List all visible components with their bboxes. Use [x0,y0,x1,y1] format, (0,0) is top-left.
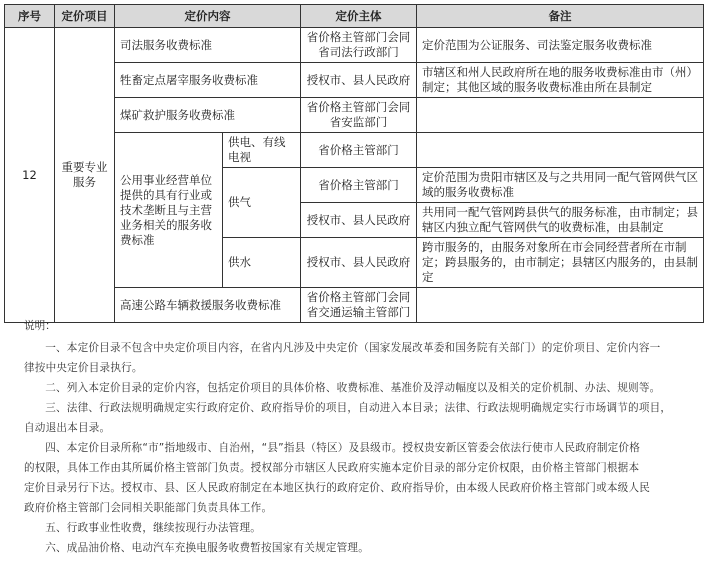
notes-title: 说明： [24,320,56,332]
item-cell: 重要专业服务 [55,28,115,323]
note-paragraph: 二、列入本定价目录的定价内容，包括定价项目的具体价格、收费标准、基准价及浮动幅度以及相关的定价机制、办法、规则等。 [45,382,661,394]
subject-cell: 授权市、县人民政府 [301,238,417,288]
content-cell: 煤矿救护服务收费标准 [115,98,301,133]
content-cell: 牲畜定点屠宰服务收费标准 [115,63,301,98]
subject-cell: 授权市、县人民政府 [301,203,417,238]
pricing-table [4,4,704,323]
note-paragraph: 自动退出本目录。 [24,422,111,434]
header-seq: 序号 [5,5,55,28]
sub-content-cell: 供电、有线电视 [223,133,301,168]
seq-cell: 12 [5,28,55,323]
note-paragraph: 的权限，具体工作由其所属价格主管部门负责。授权部分市辖区人民政府实施本定价目录的部分定价权限，由价格主管部门根据本 [24,462,640,474]
note-cell: 共用同一配气管网跨县供气的服务标准，由市制定；县辖区内独立配气管网供气的收费标准，由县制定 [417,203,704,238]
note-cell [417,133,704,168]
note-paragraph: 定价目录另行下达。授权市、县、区人民政府制定在本地区执行的政府定价、政府指导价，由本级人民政府价格主管部门或本级人民 [24,482,651,494]
note-cell: 定价范围为贵阳市辖区及与之共用同一配气管网供气区域的服务收费标准 [417,168,704,203]
subject-cell: 省价格主管部门会同省交通运输主管部门 [301,288,417,323]
header-content: 定价内容 [115,5,301,28]
note-paragraph: 五、行政事业性收费，继续按现行办法管理。 [45,522,262,534]
note-paragraph: 政府价格主管部门会同相关职能部门负责具体工作。 [24,502,273,514]
header-item: 定价项目 [55,5,115,28]
subject-cell: 省价格主管部门会同省司法行政部门 [301,28,417,63]
notes-section [24,316,692,558]
header-subject: 定价主体 [301,5,417,28]
content-cell: 司法服务收费标准 [115,28,301,63]
pricing-table-wrapper [4,4,703,323]
subject-cell: 授权市、县人民政府 [301,63,417,98]
table-row [5,28,704,63]
note-paragraph: 六、成品油价格、电动汽车充换电服务收费暂按国家有关规定管理。 [45,542,369,554]
utility-content-cell: 公用事业经营单位提供的具有行业或技术垄断且与主营业务相关的服务收费标准 [115,133,223,288]
note-cell [417,98,704,133]
header-note: 备注 [417,5,704,28]
note-cell: 市辖区和州人民政府所在地的服务收费标准由市（州）制定；其他区域的服务收费标准由所在县制定 [417,63,704,98]
subject-cell: 省价格主管部门 [301,168,417,203]
subject-cell: 省价格主管部门 [301,133,417,168]
note-paragraph: 四、本定价目录所称“市”指地级市、自治州，“县”指县（特区）及县级市。授权贵安新区管委会依法行使市人民政府制定价格 [45,442,641,454]
note-paragraph: 一、本定价目录不包含中央定价项目内容，在省内凡涉及中央定价（国家发展改革委和国务院有关部门）的定价项目、定价内容一 [45,342,661,354]
sub-content-cell: 供气 [223,168,301,238]
sub-content-cell: 供水 [223,238,301,288]
subject-cell: 省价格主管部门会同省安监部门 [301,98,417,133]
note-cell: 跨市服务的，由服务对象所在市会同经营者所在市制定；跨县服务的，由市制定；县辖区内服务的，由县制定 [417,238,704,288]
content-cell: 高速公路车辆救援服务收费标准 [115,288,301,323]
note-paragraph: 三、法律、行政法规明确规定实行政府定价、政府指导价的项目，自动进入本目录；法律、行政法规明确规定实行市场调节的项目， [45,402,672,414]
note-paragraph: 律按中央定价目录执行。 [24,362,143,374]
note-cell: 定价范围为公证服务、司法鉴定服务收费标准 [417,28,704,63]
table-header-row [5,5,704,28]
